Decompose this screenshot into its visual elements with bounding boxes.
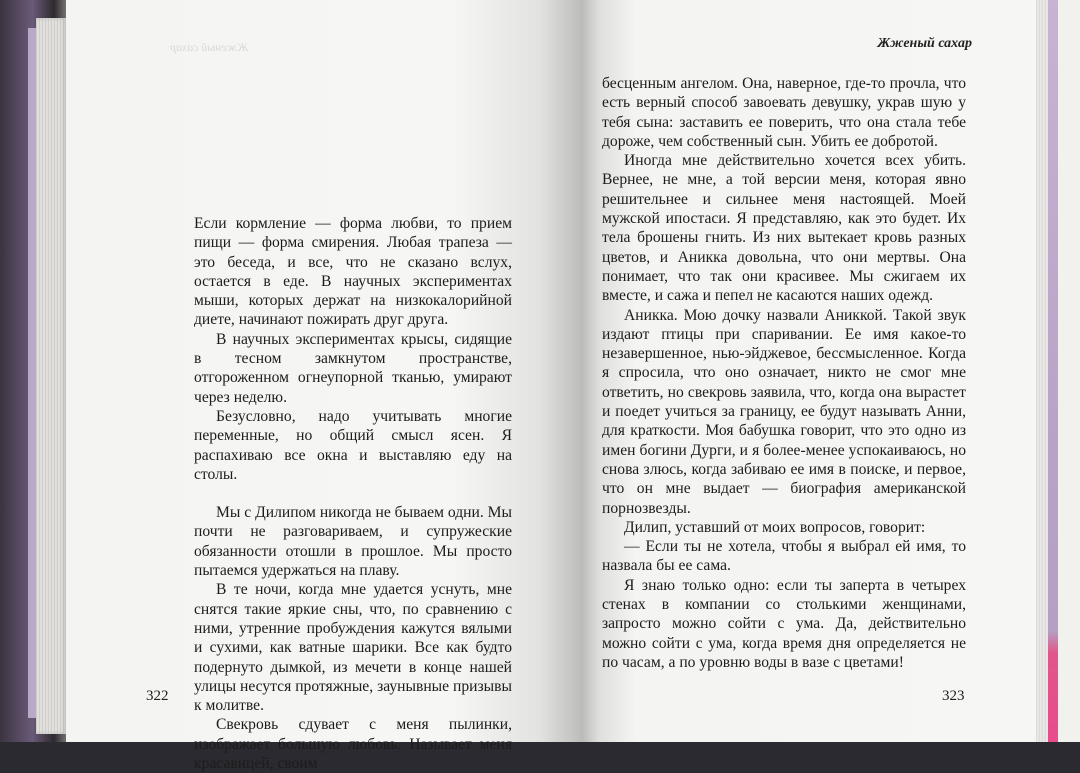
paragraph: Иногда мне действительно хочется всех убить. Вернее, не мне, а той версии меня, которая явно решительнее и сильнее меня настоящей. Моей мужской ипостаси. Я представляю, как это будет. Их тела брошены гнить. Из них вытекает кровь разных цветов, и Аникка довольна, что они мертвы. Она понимает, что так они красивее. Мы сжигаем их вместе, и сажа и пепел не касаются наших одежд. <box>602 152 966 305</box>
bleed-through-head: Жженый сахар <box>170 40 249 54</box>
paragraph: Свекровь сдувает с меня пылинки, изображает большую любовь. Называет меня красавицей, своим <box>194 716 512 773</box>
page-edges-left <box>36 18 66 734</box>
paragraph: Аникка. Мою дочку назвали Аниккой. Такой звук издают птицы при спаривании. Ее имя какое-то незавершенное, нью-эйджевое, бессмысленное. Когда я спросила, что оно означает, никто не смог мне ответить, но свекровь заявила, что, когда она вырастет и поедет учиться за границу, ее будут называть Анни, для краткости. Моя бабушка говорит, что это одно из имен богини Дурги, и я более-менее успокаиваюсь, но снова злюсь, когда забиваю ее имя в поиске, и первое, что он мне выдает — биография американской порнозвезды. <box>602 306 966 517</box>
paragraph: Если кормление — форма любви, то прием пищи — форма смирения. Любая трапеза — это беседа, и все, что не сказано вслух, остается в еде. В научных экспериментах мыши, которых держат на низкокалорийной диете, начинают пожирать друг друга. <box>194 215 512 329</box>
page-number-right: 323 <box>942 688 965 704</box>
paragraph: Я знаю только одно: если ты заперта в четырех стенах в компании со столькими женщинами, запросто можно сойти с ума. Да, действительно можно сойти с ума, когда время дня определяется не по часам, а по уровню воды в вазе с цветами! <box>602 576 966 671</box>
cover-right <box>1048 0 1058 742</box>
paragraph: Дилип, уставший от моих вопросов, говорит: <box>624 518 926 536</box>
left-page-text <box>194 214 512 773</box>
paragraph: В научных экспериментах крысы, сидящие в тесном замкнутом пространстве, отгороженном огнеупорной тканью, умирают через неделю. <box>194 330 512 406</box>
paragraph: — Если ты не хотела, чтобы я выбрал ей имя, то назвала бы ее сама. <box>602 538 966 575</box>
paragraph: Мы с Дилипом никогда не бываем одни. Мы почти не разговариваем, и супружеские обязанности отошли в прошлое. Мы просто пытаемся удержаться на плаву. <box>194 504 512 580</box>
paragraph: В те ночи, когда мне удается уснуть, мне снятся такие яркие сны, что, по сравнению с ними, утренние пробуждения кажутся вялыми и сухими, как ватные шарики. Все как будто подернуто дымкой, из мечети в конце нашей улицы несутся протяжные, заунывные призывы к молитве. <box>194 581 512 715</box>
running-head: Жженый сахар <box>877 36 972 51</box>
right-page-text <box>602 74 966 672</box>
paragraph: Безусловно, надо учитывать многие переменные, но общий смысл ясен. Я распахиваю все окна и выставляю еду на столы. <box>194 407 512 483</box>
page-number-left: 322 <box>146 688 169 704</box>
paragraph: бесценным ангелом. Она, наверное, где-то прочла, что есть верный способ завоевать девушку, украв шую у тебя сына: заставить ее поверить, что она стала тебе дороже, чем собственный сын. Убить ее добротой. <box>602 75 966 150</box>
